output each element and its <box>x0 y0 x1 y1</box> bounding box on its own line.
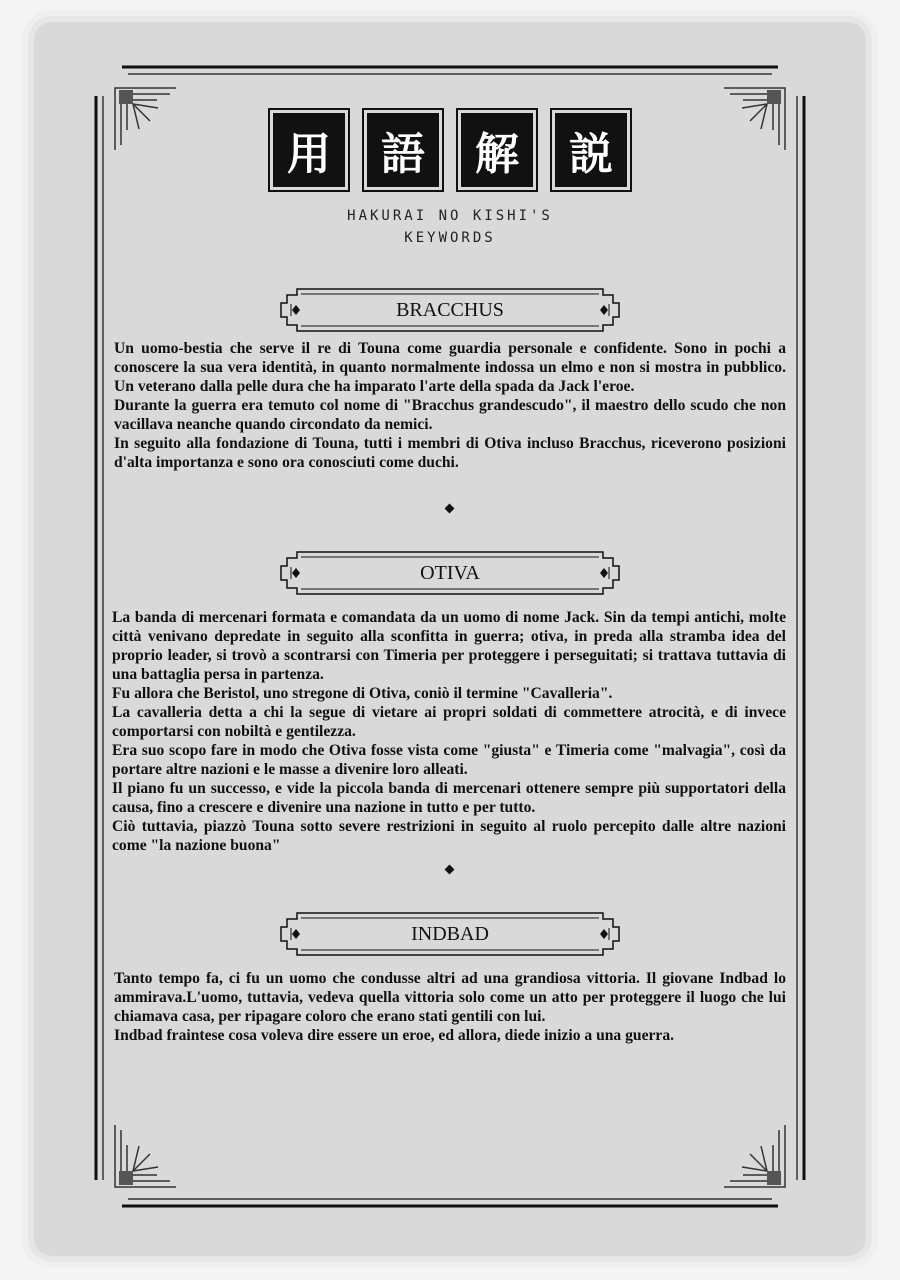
title-kanji-1: 用 <box>273 113 345 187</box>
paragraph: Ciò tuttavia, piazzò Touna sotto severe restrizioni in seguito al ruolo percepito dalle altre nazioni come "la nazione buona" <box>112 818 786 854</box>
section-body-indbad <box>114 969 786 1045</box>
section-heading-indbad <box>279 909 621 959</box>
subtitle-line-2: KEYWORDS <box>404 230 496 246</box>
paragraph: Il piano fu un successo, e vide la piccola banda di mercenari ottenere sempre più supportatori della causa, fino a crescere e divenire una nazione in tutto e per tutto. <box>112 780 786 816</box>
section-title: OTIVA <box>420 561 480 584</box>
section-heading-otiva <box>279 548 621 598</box>
section-heading-bracchus <box>279 285 621 335</box>
title-kanji-4: 説 <box>555 113 627 187</box>
title-kanji-2: 語 <box>367 113 439 187</box>
paragraph: La cavalleria detta a chi la segue di vietare ai propri soldati di commettere atrocità, e di invece comportarsi con nobiltà e gentilezza. <box>112 704 786 740</box>
paragraph: Tanto tempo fa, ci fu un uomo che condusse altri ad una grandiosa vittoria. Il giovane Indbad lo ammirava.L'uomo, tuttavia, vedeva quella vittoria solo come un atto per proteggere il luogo che lui chiamava casa, per ripagare coloro che erano stati gentili con lui. <box>114 970 786 1025</box>
section-body-bracchus <box>114 339 786 472</box>
paragraph: La banda di mercenari formata e comandata da un uomo di nome Jack. Sin da tempi antichi, molte città venivano depredate in seguito alla sconfitta in guerra; otiva, in preda alla stramba idea del proprio leader, si trovò a scontrarsi con Timeria per proteggere i perseguitati; si trattava tuttavia di una battaglia persa in partenza. <box>112 609 786 683</box>
page-subtitle <box>0 205 900 249</box>
section-title: BRACCHUS <box>396 298 504 321</box>
paragraph: Indbad fraintese cosa voleva dire essere un eroe, ed allora, diede inizio a una guerra. <box>114 1027 675 1044</box>
title-kanji-row <box>0 113 900 187</box>
paragraph: Un uomo-bestia che serve il re di Touna come guardia personale e confidente. Sono in pochi a conoscere la sua vera identità, in quanto normalmente indossa un elmo e non si mostra in pubblico. Un veterano dalla pelle dura che ha imparato l'arte della spada da Jack l'eroe. <box>114 340 786 395</box>
paragraph: Durante la guerra era temuto col nome di "Bracchus grandescudo", il maestro dello scudo che non vacillava neanche quando circondato da nemici. <box>114 397 786 433</box>
section-body-otiva <box>112 608 786 855</box>
paragraph: Era suo scopo fare in modo che Otiva fosse vista come "giusta" e Timeria come "malvagia", così da portare altre nazioni e le masse a divenire loro alleati. <box>112 742 786 778</box>
section-title: INDBAD <box>411 922 489 945</box>
paragraph: In seguito alla fondazione di Touna, tutti i membri di Otiva incluso Bracchus, riceverono posizioni d'alta importanza e sono ora conosciuti come duchi. <box>114 435 786 471</box>
subtitle-line-1: HAKURAI NO KISHI'S <box>347 208 553 224</box>
paragraph: Fu allora che Beristol, uno stregone di Otiva, coniò il termine "Cavalleria". <box>112 685 613 702</box>
title-kanji-3: 解 <box>461 113 533 187</box>
